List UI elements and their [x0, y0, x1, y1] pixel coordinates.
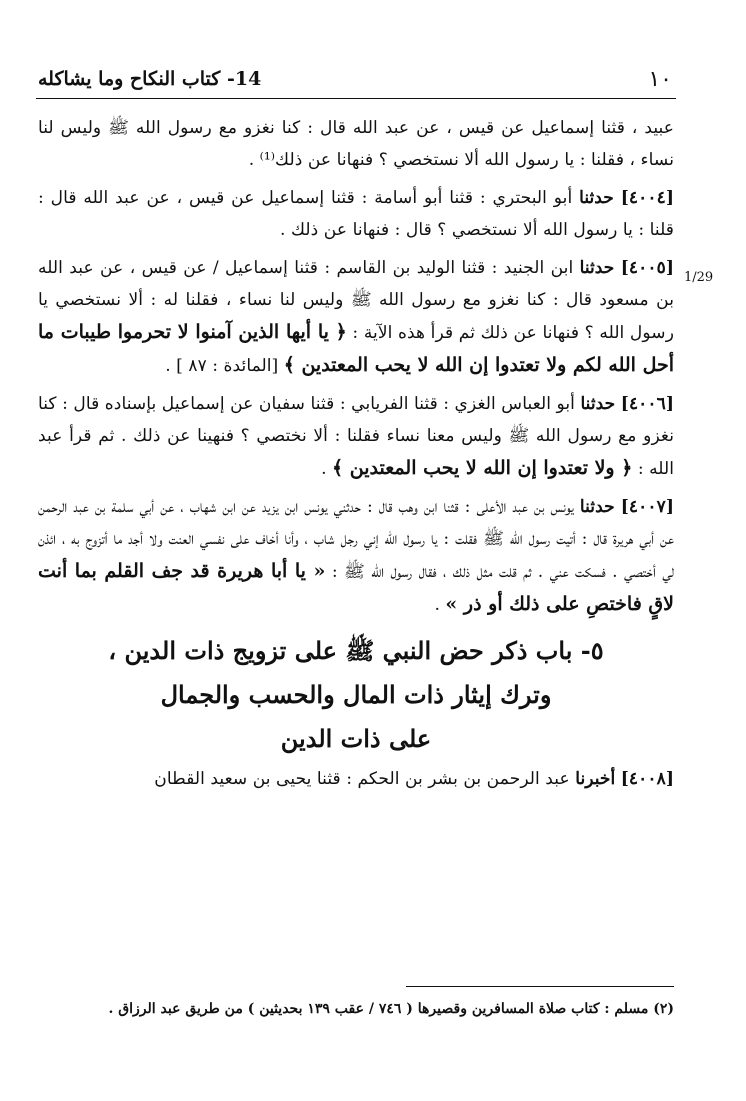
hadith-lead: حدثنا: [579, 188, 614, 208]
hadith-paragraph: [38, 252, 674, 382]
hadith-text: أبو البحتري : قثنا أبو أسامة : قثنا إسماعيل عن قيس ، عن عبد الله قال : قلنا : يا رسول الله ألا نستخصي ؟ قال : فنهانا عن ذلك .: [38, 188, 674, 240]
book-title: 14- كتاب النكاح وما يشاكله: [38, 68, 262, 90]
hadith-text: عبيد ، قثنا إسماعيل عن قيس ، عن عبد الله قال : كنا نغزو مع رسول الله ﷺ وليس لنا نساء ، فقلنا : يا رسول الله ألا نستخصي ؟ فنهانا عن ذلك⁽¹⁾ .: [38, 118, 674, 170]
manuscript-folio-ref: 1/29: [684, 270, 714, 285]
hadith-paragraph: [38, 388, 674, 485]
header-rule: [36, 98, 676, 99]
chapter-heading-line: وترك إيثار ذات المال والحسب والجمال: [160, 680, 552, 709]
hadith-number: [٤٠٠٦]: [620, 394, 675, 414]
main-text: [38, 112, 674, 801]
quran-verse: ﴿ يا أيها الذين آمنوا لا تحرموا طيبات ما أحل الله لكم ولا تعتدوا إن الله لا يحب المعتدين ﴾: [38, 321, 674, 376]
chapter-heading: [38, 629, 674, 761]
hadith-number: [٤٠٠٨]: [620, 769, 674, 789]
hadith-tail: .: [321, 459, 327, 479]
prophetic-quote: « يا أبا هريرة قد جف القلم بما أنت لاقٍ فاختصِ على ذلك أو ذر »: [38, 560, 674, 615]
footnote-rule: [406, 986, 674, 987]
hadith-paragraph: [38, 491, 674, 621]
running-header: [38, 62, 672, 96]
hadith-lead: حدثنا: [579, 497, 615, 517]
hadith-number: [٤٠٠٤]: [620, 188, 674, 208]
hadith-text: يونس بن عبد الأعلى : قثنا ابن وهب قال : حدثني يونس ابن يزيد عن ابن شهاب ، عن أبي سلمة بن عبد الرحمن عن أبي هريرة قال : أتيت رسول الله ﷺ فقلت : يا رسول الله إني رجل شاب ، وأنا أخاف على نفسي العنت ولا أجد ما أتزوج به ، ائذن لي أختصي . فسكت عني . ثم قلت مثل ذلك ، فقال رسول الله ﷺ :: [38, 497, 675, 582]
quran-verse: ﴿ ولا تعتدوا إن الله لا يحب المعتدين ﴾: [332, 457, 633, 479]
chapter-heading-line: على ذات الدين: [280, 724, 432, 753]
hadith-paragraph: [38, 112, 674, 176]
chapter-heading-line: ٥- باب ذكر حض النبي ﷺ على تزويج ذات الدين ،: [108, 636, 604, 665]
hadith-text: ابن الجنيد : قثنا الوليد بن القاسم : قثنا إسماعيل / عن قيس ، عن عبد الله بن مسعود قال : كنا نغزو مع رسول الله ﷺ وليس لنا نساء ، فقلنا له : ألا نستخصي يا رسول الله ؟ فنهانا عن ذلك ثم قرأ هذه الآية :: [38, 258, 674, 343]
hadith-text: أبو العباس الغزي : قثنا الفريابي : قثنا سفيان عن إسماعيل بإسناده قال : كنا نغزو مع رسول الله ﷺ وليس معنا نساء فقلنا : ألا نختصي ؟ فنهينا عن ذلك . ثم قرأ عبد الله :: [38, 394, 674, 479]
hadith-lead: حدثنا: [579, 258, 615, 278]
verse-citation: [المائدة : ٨٧ ] .: [165, 356, 279, 376]
hadith-paragraph: [38, 182, 674, 246]
hadith-lead: حدثنا: [580, 394, 616, 414]
page-number: ١٠: [648, 66, 672, 92]
hadith-lead: أخبرنا: [575, 769, 616, 789]
hadith-text: عبد الرحمن بن بشر بن الحكم : قثنا يحيى بن سعيد القطان: [154, 769, 570, 789]
footnote: (٢) مسلم : كتاب صلاة المسافرين وقصيرها ( ٧٤٦ / عقب ١٣٩ بحديثين ) من طريق عبد الرزاق .: [108, 1001, 674, 1017]
hadith-number: [٤٠٠٥]: [620, 258, 674, 278]
hadith-paragraph: [38, 763, 674, 795]
hadith-number: [٤٠٠٧]: [620, 497, 674, 517]
hadith-tail: .: [434, 595, 440, 615]
